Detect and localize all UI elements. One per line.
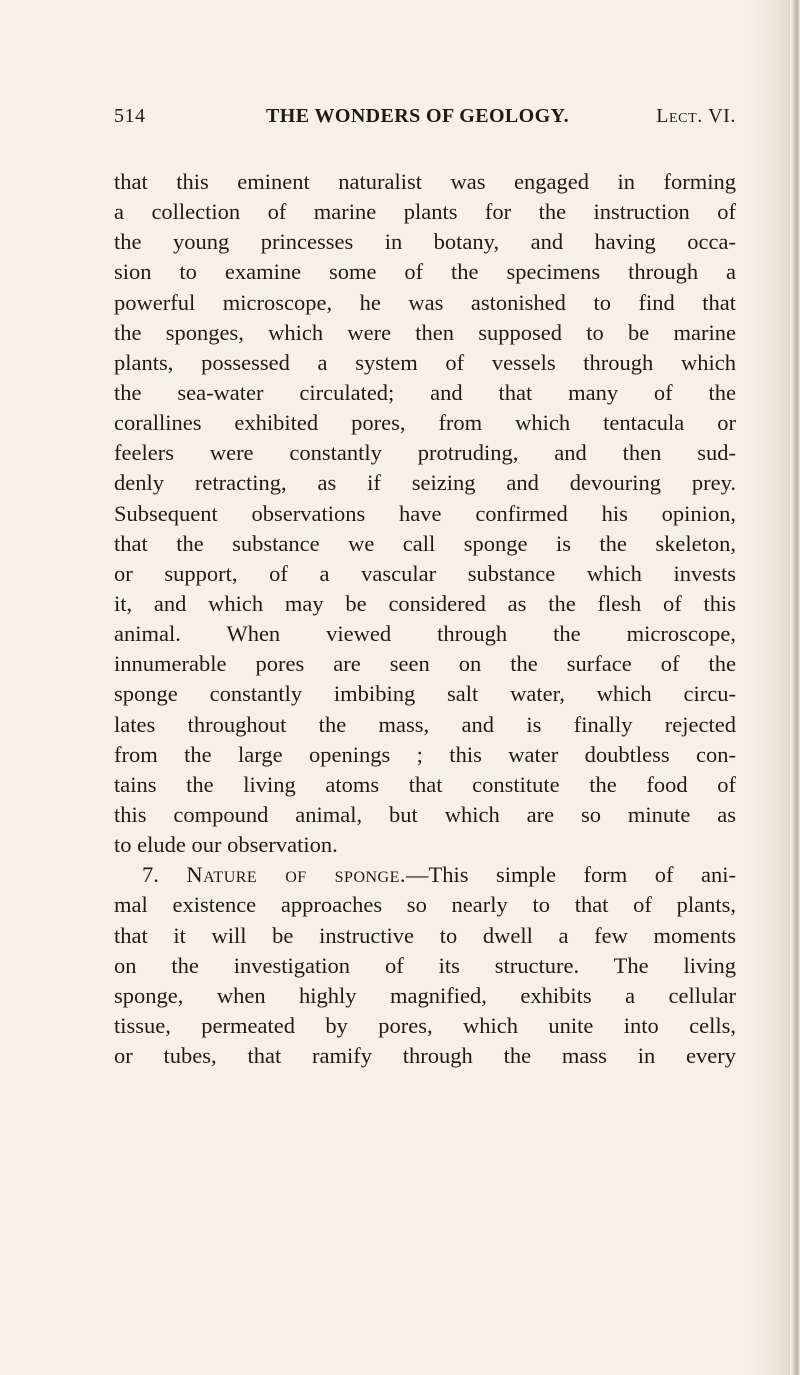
text-line: tains the living atoms that constitute the food of <box>114 771 736 797</box>
running-header <box>114 105 736 135</box>
text-line: from the large openings ; this water doubtless con- <box>114 741 736 767</box>
text-line: mal existence approaches so nearly to that of plants, <box>114 892 736 918</box>
text-line: it, and which may be considered as the flesh of this <box>114 590 736 616</box>
page-body <box>114 167 736 1071</box>
text-line: sponge, when highly magnified, exhibits a cellular <box>114 982 736 1008</box>
text-line: corallines exhibited pores, from which tentacula or <box>114 410 736 436</box>
text-line: on the investigation of its structure. The living <box>114 952 736 978</box>
lecture-label: Lect. VI. <box>656 105 736 127</box>
page-edge <box>790 0 800 1375</box>
text-line: lates throughout the mass, and is finally rejected <box>114 711 736 737</box>
section-7 <box>114 860 736 1071</box>
text-line: denly retracting, as if seizing and devouring prey. <box>114 470 736 496</box>
text-line: the sponges, which were then supposed to be marine <box>114 319 736 345</box>
text-line: plants, possessed a system of vessels through which <box>114 349 736 375</box>
text-line: feelers were constantly protruding, and then sud- <box>114 440 736 466</box>
text-line: the young princesses in botany, and having occa- <box>114 229 736 255</box>
section-first-line-text: —This simple form of ani- <box>406 862 736 888</box>
text-line: that it will be instructive to dwell a few moments <box>114 922 736 948</box>
text-line: sion to examine some of the specimens through a <box>114 259 736 285</box>
text-line: that this eminent naturalist was engaged in forming <box>114 169 736 194</box>
text-line: this compound animal, but which are so minute as <box>114 801 736 827</box>
section-heading: Nature of sponge. <box>186 862 407 888</box>
text-line: sponge constantly imbibing salt water, which circu- <box>114 681 736 707</box>
section-number: 7. <box>142 862 159 888</box>
text-line: innumerable pores are seen on the surface of the <box>114 651 736 677</box>
text-line: to elude our observation. <box>114 832 338 858</box>
text-line: tissue, permeated by pores, which unite into cells, <box>114 1012 736 1038</box>
text-line: the sea-water circulated; and that many of the <box>114 379 736 405</box>
text-line: that the substance we call sponge is the skeleton, <box>114 530 736 556</box>
text-line: animal. When viewed through the microscope, <box>114 621 736 647</box>
page-number: 514 <box>114 105 146 127</box>
text-line: or support, of a vascular substance which invests <box>114 560 736 586</box>
running-title: THE WONDERS OF GEOLOGY. <box>266 105 569 127</box>
text-line: Subsequent observations have confirmed his opinion, <box>114 500 736 526</box>
text-line: powerful microscope, he was astonished to find that <box>114 289 736 315</box>
text-line: a collection of marine plants for the instruction of <box>114 199 736 225</box>
text-line: or tubes, that ramify through the mass in every <box>114 1043 736 1069</box>
section-first-line <box>114 860 736 890</box>
page-curve-shadow <box>748 0 792 1375</box>
paragraph <box>114 167 736 860</box>
